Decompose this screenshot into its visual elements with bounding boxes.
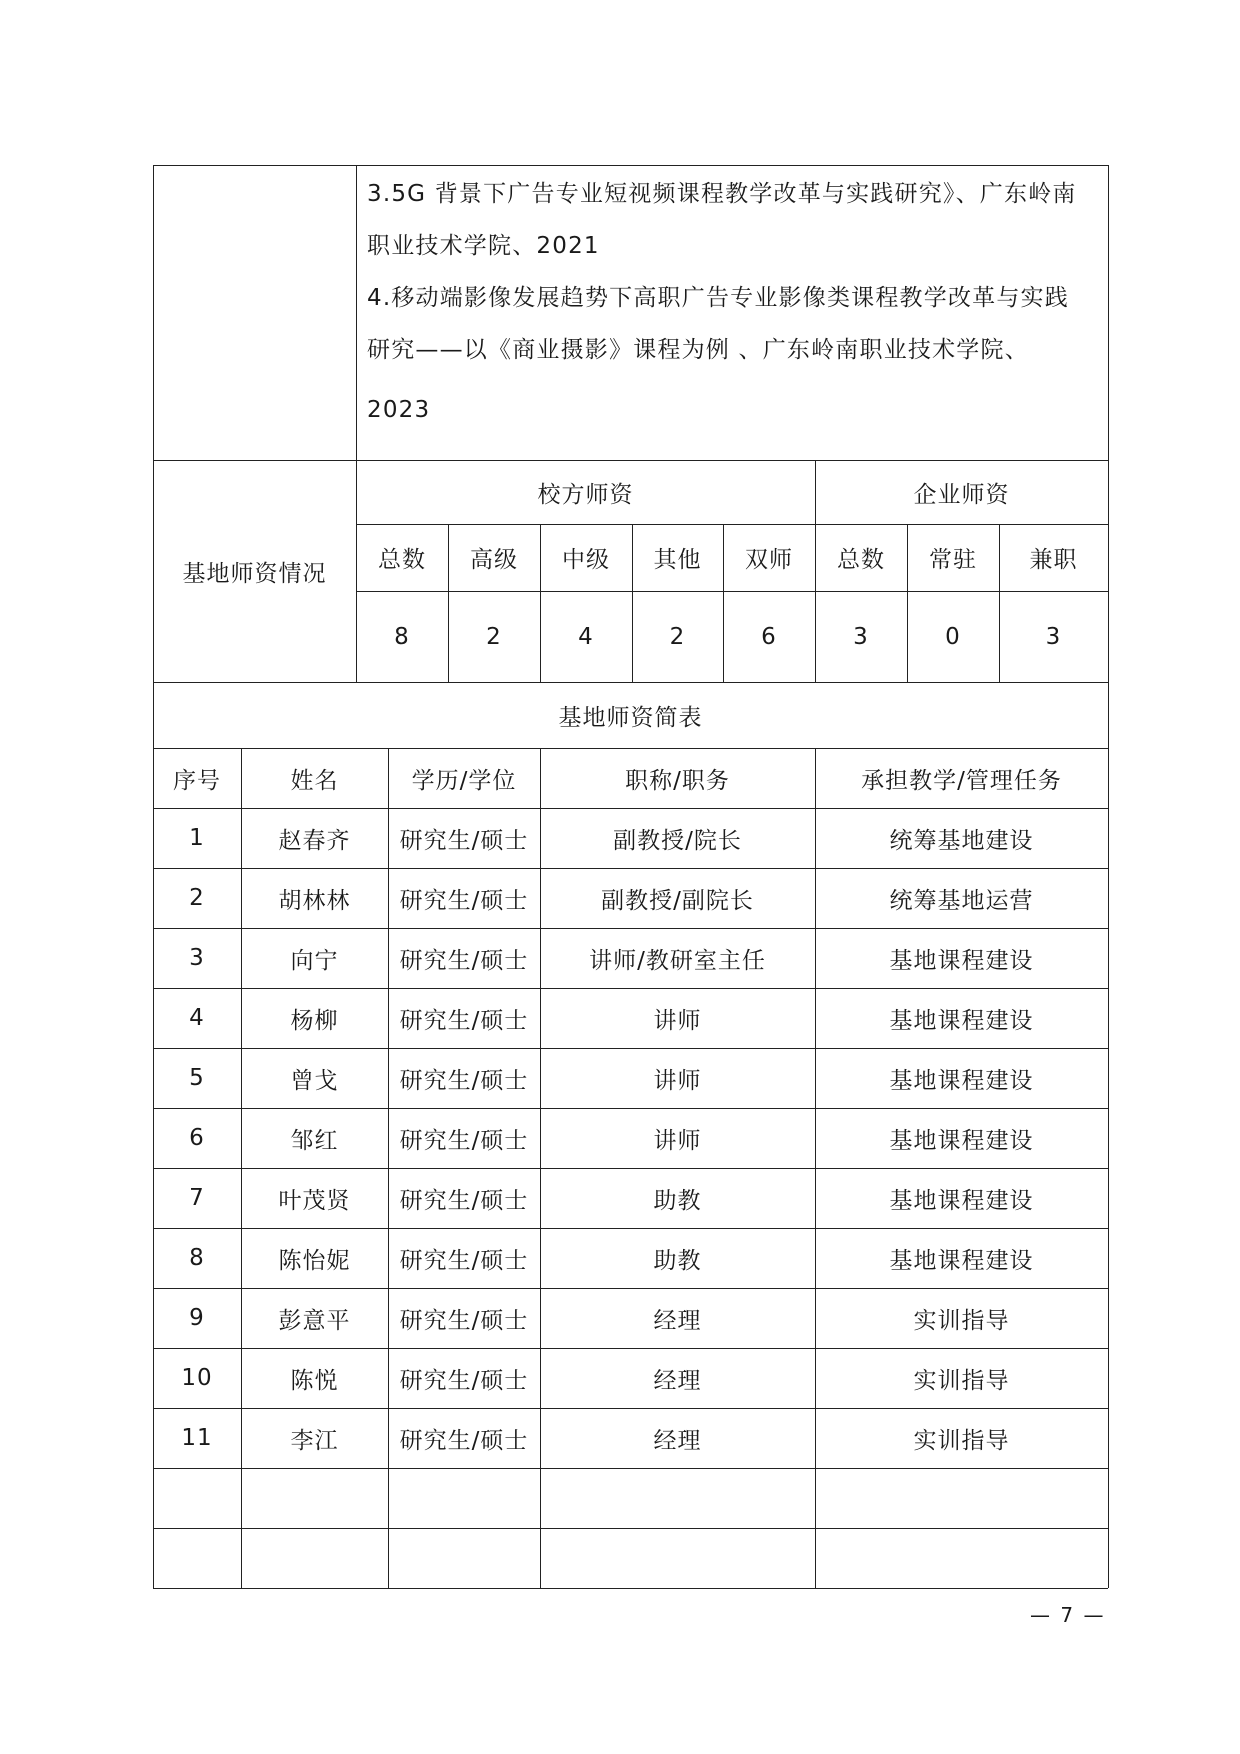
table-border: [999, 524, 1000, 682]
summary-value: 2: [669, 623, 686, 650]
summary-col-header: 其他: [653, 547, 702, 573]
enterprise-staff-header: 企业师资: [913, 481, 1010, 508]
table-cell: 8: [189, 1245, 205, 1271]
staff-summary-label: 基地师资情况: [182, 560, 327, 587]
table-cell: [540, 1528, 815, 1588]
table-cell: 2: [189, 885, 205, 911]
table-border: [153, 868, 1108, 869]
table-cell: [153, 1468, 241, 1528]
table-cell: 9: [189, 1305, 205, 1331]
table-cell: 6: [189, 1125, 205, 1151]
roster-title: 基地师资简表: [558, 704, 703, 731]
summary-value: 2: [486, 623, 502, 650]
research-item-4-line2: 研究——以《商业摄影》课程为例 、广东岭南职业技术学院、: [367, 337, 1029, 363]
summary-value: 0: [945, 623, 961, 650]
table-border: [153, 928, 1108, 929]
table-border: [153, 165, 1108, 166]
table-border: [153, 1528, 1108, 1529]
summary-col-header: 总数: [837, 547, 885, 573]
table-cell: 胡林林: [278, 887, 351, 914]
school-staff-header: 校方师资: [537, 481, 634, 508]
table-border: [153, 1288, 1108, 1289]
table-cell: 经理: [653, 1427, 702, 1454]
table-cell: 10: [181, 1365, 213, 1391]
table-cell: [815, 1468, 1108, 1528]
table-border: [153, 748, 1108, 749]
summary-value: 3: [1045, 623, 1062, 650]
table-cell: 讲师/教研室主任: [589, 947, 766, 974]
table-border: [153, 682, 1108, 683]
table-border: [153, 1048, 1108, 1049]
table-cell: 讲师: [653, 1127, 702, 1154]
page-number: — 7 —: [1030, 1603, 1106, 1627]
table-cell: 讲师: [653, 1007, 702, 1034]
roster-column-header: 姓名: [290, 767, 339, 794]
roster-column-header: 序号: [173, 767, 221, 794]
table-border: [723, 524, 724, 682]
table-cell: 研究生/硕士: [399, 887, 529, 914]
table-cell: [388, 1528, 540, 1588]
table-cell: 研究生/硕士: [399, 1307, 529, 1334]
summary-col-header: 兼职: [1029, 547, 1078, 573]
table-cell: 统筹基地运营: [889, 887, 1034, 914]
research-item-3-line1: 3.5G 背景下广告专业短视频课程教学改革与实践研究》、广东岭南: [367, 181, 1077, 207]
research-item-3-line2: 职业技术学院、2021: [367, 233, 600, 259]
table-border: [448, 524, 449, 682]
table-cell: 彭意平: [278, 1307, 351, 1334]
table-cell: [388, 1468, 540, 1528]
table-border: [815, 460, 816, 682]
table-border: [356, 165, 357, 682]
table-cell: 7: [189, 1185, 205, 1211]
table-cell: 4: [189, 1005, 205, 1031]
summary-value: 3: [853, 623, 869, 650]
summary-value: 4: [578, 623, 594, 650]
table-border: [632, 524, 633, 682]
table-border: [153, 1468, 1108, 1469]
table-cell: 研究生/硕士: [399, 1367, 529, 1394]
table-cell: 叶茂贤: [278, 1187, 351, 1214]
roster-column-header: 职称/职务: [625, 767, 730, 794]
table-cell: 3: [189, 945, 205, 971]
table-cell: 1: [189, 825, 205, 851]
table-cell: 研究生/硕士: [399, 1007, 529, 1034]
summary-value: 8: [394, 623, 410, 650]
table-cell: 经理: [653, 1367, 702, 1394]
table-cell: 研究生/硕士: [399, 1067, 529, 1094]
table-cell: [815, 1528, 1108, 1588]
table-cell: 基地课程建设: [889, 1247, 1034, 1274]
roster-column-header: 学历/学位: [411, 767, 517, 794]
table-cell: 李江: [290, 1427, 339, 1454]
table-cell: 实训指导: [913, 1367, 1010, 1394]
summary-col-header: 双师: [745, 547, 793, 573]
table-border: [153, 988, 1108, 989]
table-cell: 5: [189, 1065, 205, 1091]
roster-column-header: 承担教学/管理任务: [861, 767, 1062, 794]
table-cell: 研究生/硕士: [399, 1247, 529, 1274]
summary-col-header: 高级: [470, 547, 518, 573]
table-border: [815, 748, 816, 1588]
table-border: [153, 1228, 1108, 1229]
table-border: [356, 591, 1108, 592]
table-border: [153, 460, 1108, 461]
table-border: [153, 1348, 1108, 1349]
table-cell: [153, 1528, 241, 1588]
table-cell: 陈怡妮: [278, 1247, 351, 1274]
summary-col-header: 中级: [562, 547, 610, 573]
table-border: [153, 165, 154, 1588]
table-cell: 研究生/硕士: [399, 827, 529, 854]
table-cell: 实训指导: [913, 1307, 1010, 1334]
table-border: [241, 748, 242, 1588]
research-item-4-line1: 4.移动端影像发展趋势下高职广告专业影像类课程教学改革与实践: [367, 285, 1069, 311]
table-border: [153, 1588, 1108, 1589]
table-cell: 经理: [653, 1307, 702, 1334]
research-item-4-line3: 2023: [367, 397, 431, 423]
table-cell: 基地课程建设: [889, 947, 1034, 974]
table-cell: 基地课程建设: [889, 1067, 1034, 1094]
table-cell: 邹红: [290, 1127, 339, 1154]
table-cell: 研究生/硕士: [399, 1127, 529, 1154]
summary-col-header: 常驻: [929, 547, 977, 573]
table-cell: 副教授/院长: [613, 827, 742, 854]
table-border: [540, 524, 541, 682]
table-border: [1108, 165, 1109, 1588]
table-border: [153, 1108, 1108, 1109]
table-cell: 研究生/硕士: [399, 947, 529, 974]
table-border: [540, 748, 541, 1588]
table-cell: [540, 1468, 815, 1528]
table-cell: 赵春齐: [278, 827, 351, 854]
table-cell: 向宁: [290, 947, 339, 974]
table-cell: 杨柳: [290, 1007, 339, 1034]
table-cell: 曾戈: [290, 1067, 339, 1094]
table-cell: 助教: [653, 1247, 702, 1274]
table-border: [907, 524, 908, 682]
table-cell: [241, 1468, 388, 1528]
summary-col-header: 总数: [378, 547, 426, 573]
table-cell: 实训指导: [913, 1427, 1010, 1454]
summary-value: 6: [761, 623, 777, 650]
table-cell: [241, 1528, 388, 1588]
table-cell: 助教: [653, 1187, 702, 1214]
table-cell: 陈悦: [290, 1367, 339, 1394]
table-cell: 研究生/硕士: [399, 1427, 529, 1454]
table-border: [388, 748, 389, 1588]
table-border: [356, 524, 1108, 525]
table-cell: 基地课程建设: [889, 1187, 1034, 1214]
table-border: [153, 1168, 1108, 1169]
table-cell: 副教授/副院长: [601, 887, 754, 914]
table-cell: 统筹基地建设: [889, 827, 1034, 854]
table-cell: 11: [181, 1425, 213, 1451]
table-cell: 基地课程建设: [889, 1127, 1034, 1154]
table-cell: 基地课程建设: [889, 1007, 1034, 1034]
table-cell: 研究生/硕士: [399, 1187, 529, 1214]
table-cell: 讲师: [653, 1067, 702, 1094]
table-border: [153, 808, 1108, 809]
table-border: [153, 1408, 1108, 1409]
